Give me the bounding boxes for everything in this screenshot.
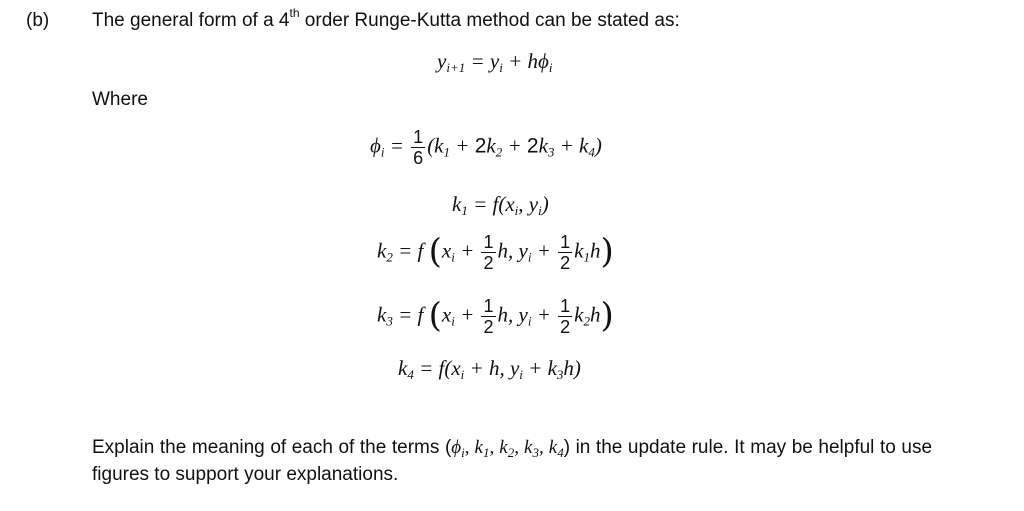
phi-equation: $\phi_i$ = $\frac{1}{6}$ $(k_1 + 2k_2 + 2k_3 + k_4)$ xyxy=(370,127,602,168)
fraction-numerator: 1 xyxy=(413,127,424,147)
intro-superscript: th xyxy=(289,6,300,20)
fraction-denominator: 2 xyxy=(560,253,571,273)
fraction-denominator: 2 xyxy=(483,253,494,273)
fraction-one-half xyxy=(481,297,495,336)
fraction-numerator: 1 xyxy=(483,232,494,252)
fraction-one-half xyxy=(558,233,572,272)
fraction-one-sixth xyxy=(411,128,425,167)
explain-suffix: ) in the update rule. It may be helpful to use figures to support your explanations. xyxy=(92,437,933,485)
fraction-one-half xyxy=(558,297,572,336)
question-intro xyxy=(92,6,680,32)
fraction-numerator: 1 xyxy=(560,296,571,316)
k3-equation: $k_3 = f$ ($x_i$ + $\frac{1}{2}$ h, $y_i$ + $\frac{1}{2}$ $k_2h$) xyxy=(377,295,614,337)
k4-equation: $k_4 = f(x_i + h$, $y_i + k_3h$) xyxy=(398,356,581,382)
fraction-numerator: 1 xyxy=(560,232,571,252)
fraction-numerator: 1 xyxy=(483,296,494,316)
k2-equation: $k_2 = f$ ($x_i$ + $\frac{1}{2}$ h, $y_i$ + $\frac{1}{2}$ $k_1h$) xyxy=(377,231,614,273)
fraction-denominator: 6 xyxy=(413,148,424,168)
explanation-paragraph xyxy=(92,434,932,488)
intro-text-after: order Runge-Kutta method can be stated as: xyxy=(299,10,680,31)
question-label: (b) xyxy=(26,10,50,31)
k1-equation: $k_1 = f(x_i$, $y_i$) xyxy=(452,192,549,218)
terms-list: $\phi_i$, $k_1$, $k_2$, $k_3$, $k_4$ xyxy=(451,437,564,460)
fraction-one-half xyxy=(481,233,495,272)
explain-prefix: Explain the meaning of each of the terms ( xyxy=(92,437,452,458)
fraction-denominator: 2 xyxy=(483,317,494,337)
where-label: Where xyxy=(92,89,148,110)
update-rule-equation: $y_{i+1} = y_i + h\phi_i$ xyxy=(437,49,553,75)
fraction-denominator: 2 xyxy=(560,317,571,337)
intro-text-before: The general form of a 4 xyxy=(92,10,290,31)
